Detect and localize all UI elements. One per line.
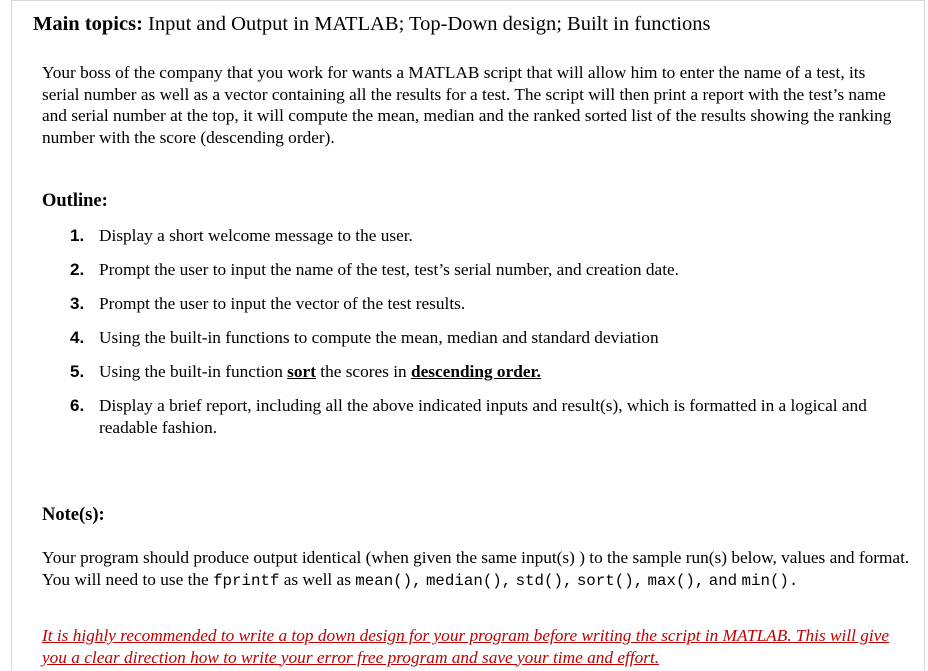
sort-code: sort(), xyxy=(576,571,644,590)
outline-item-4 xyxy=(70,327,890,349)
outline-list xyxy=(70,225,890,451)
notes-heading: Note(s): xyxy=(42,505,105,525)
frame-right-border xyxy=(924,0,925,671)
main-topics-text: Input and Output in MATLAB; Top-Down design; Built in functions xyxy=(148,13,711,35)
max-code: max(), xyxy=(647,571,705,590)
item-text: Prompt the user to input the name of the test, test’s serial number, and creation date. xyxy=(99,260,679,279)
item-text-pre: Using the built-in function xyxy=(99,362,288,381)
item-text: Display a brief report, including all the above indicated inputs and result(s), which is formatted in a logical and readable fashion. xyxy=(99,396,867,437)
sort-keyword: sort xyxy=(287,362,316,381)
notes-text-2: as well as xyxy=(279,569,356,589)
std-code: std(), xyxy=(515,571,573,590)
outline-item-5 xyxy=(70,361,890,383)
fprintf-code: fprintf xyxy=(213,571,280,590)
outline-item-3 xyxy=(70,293,890,315)
outline-item-1 xyxy=(70,225,890,247)
item-text: Prompt the user to input the vector of the test results. xyxy=(99,294,466,313)
notes-text-1: Your program should produce output identical (when given the same input(s) ) to the sample run(s) below, values and format. You will need to use the xyxy=(42,548,910,589)
outline-item-2 xyxy=(70,259,890,281)
main-topics-heading xyxy=(33,11,711,37)
outline-heading: Outline: xyxy=(42,191,108,211)
recommendation-text: It is highly recommended to write a top down design for your program before writing the script in MATLAB. This will give you a clear direction how to write your error free program and save your time and effort. xyxy=(42,626,890,667)
item-number: 4. xyxy=(70,328,85,347)
item-number: 3. xyxy=(70,294,85,313)
median-code: median(), xyxy=(425,571,512,590)
frame-left-border xyxy=(11,0,12,671)
main-topics-label: Main topics: xyxy=(33,13,143,35)
item-text-mid: the scores in xyxy=(315,362,411,381)
min-code: min(). xyxy=(741,571,799,590)
item-number: 2. xyxy=(70,260,85,279)
outline-item-6 xyxy=(70,395,890,438)
notes-paragraph xyxy=(42,547,912,592)
frame-top-border xyxy=(11,0,925,1)
mean-code: mean(), xyxy=(355,571,422,590)
item-number: 1. xyxy=(70,226,85,245)
and-word: and xyxy=(708,571,738,590)
descending-order-keyword: descending order. xyxy=(410,362,541,381)
intro-paragraph: Your boss of the company that you work for wants a MATLAB script that will allow him to enter the name of a test, its serial number as well as a vector containing all the results for a test. The script will then print a report with the test’s name and serial number at the top, it will compute the mean, median and the ranked sorted list of the results showing the ranking number with the score (descending order). xyxy=(42,63,892,147)
item-number: 5. xyxy=(70,362,85,381)
item-text: Display a short welcome message to the user. xyxy=(99,226,413,245)
item-text: Using the built-in functions to compute the mean, median and standard deviation xyxy=(99,328,659,347)
item-number: 6. xyxy=(70,396,85,415)
